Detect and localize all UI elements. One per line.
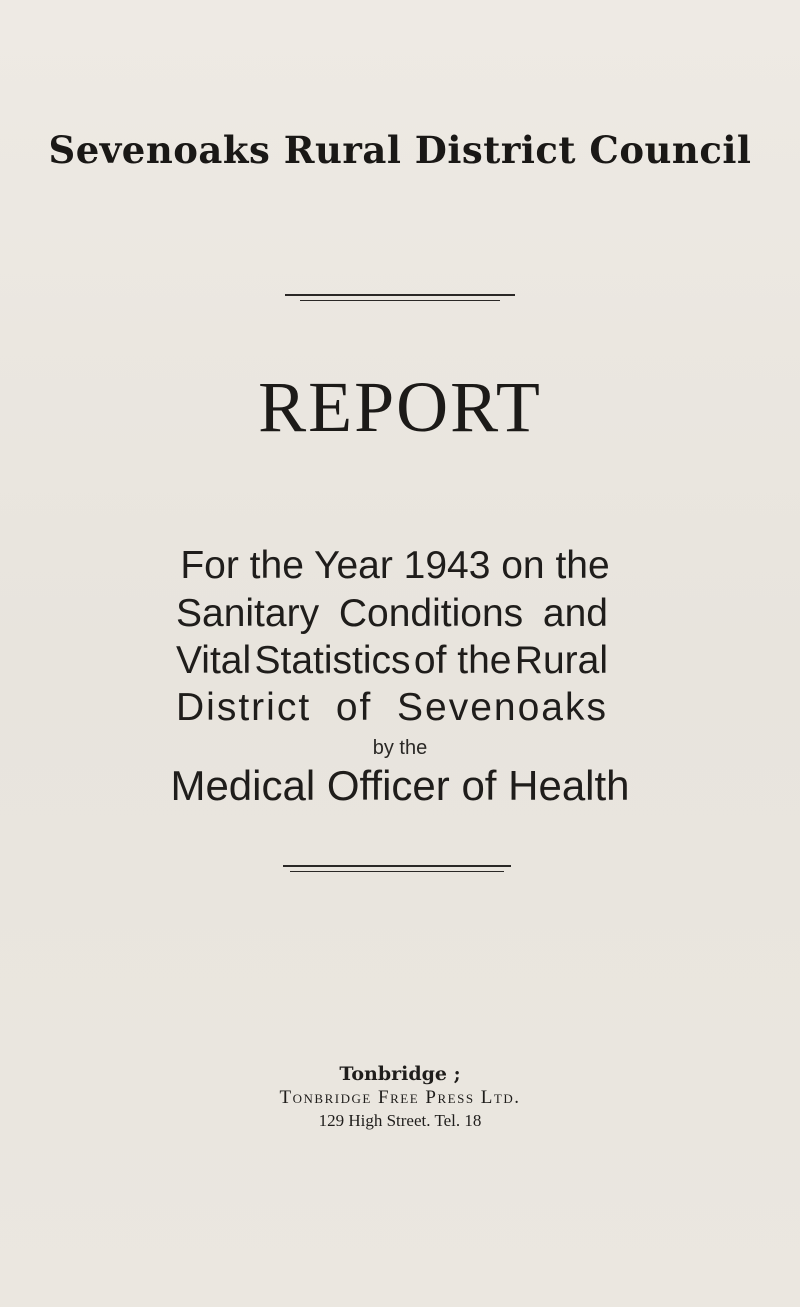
subtitle-word: of [335, 686, 373, 729]
subtitle-word: Statistics [254, 639, 411, 682]
subtitle-word: Sanitary [176, 592, 320, 635]
printer-name: Tonbridge Free Press Ltd. [279, 1087, 521, 1108]
subtitle-word: Sevenoaks [397, 686, 608, 729]
subtitle-word: Conditions [338, 592, 524, 635]
divider-top-thin [300, 300, 500, 301]
subtitle-line-3 [176, 641, 608, 680]
subtitle-word: Vital [176, 639, 252, 682]
byline: by the [372, 737, 428, 759]
subtitle-line-2 [176, 594, 608, 633]
officer-title: Medical Officer of Health [170, 762, 630, 809]
divider-middle-thin [290, 871, 504, 872]
council-header: Sevenoaks Rural District Council [48, 128, 752, 172]
divider-middle [283, 865, 511, 867]
subtitle-line-4 [176, 688, 608, 727]
printer-imprint [0, 1063, 800, 1131]
subtitle-line-1: For the Year 1943 on the [180, 544, 610, 587]
subtitle-word: and [542, 592, 608, 635]
report-title: REPORT [258, 367, 542, 447]
subtitle-word: of the [413, 639, 512, 682]
printer-town: Tonbridge ; [339, 1063, 461, 1085]
printer-address: 129 High Street. Tel. 18 [318, 1111, 482, 1130]
subtitle-word: Rural [514, 639, 608, 682]
subtitle-word: District [176, 686, 312, 729]
divider-top [285, 294, 515, 296]
